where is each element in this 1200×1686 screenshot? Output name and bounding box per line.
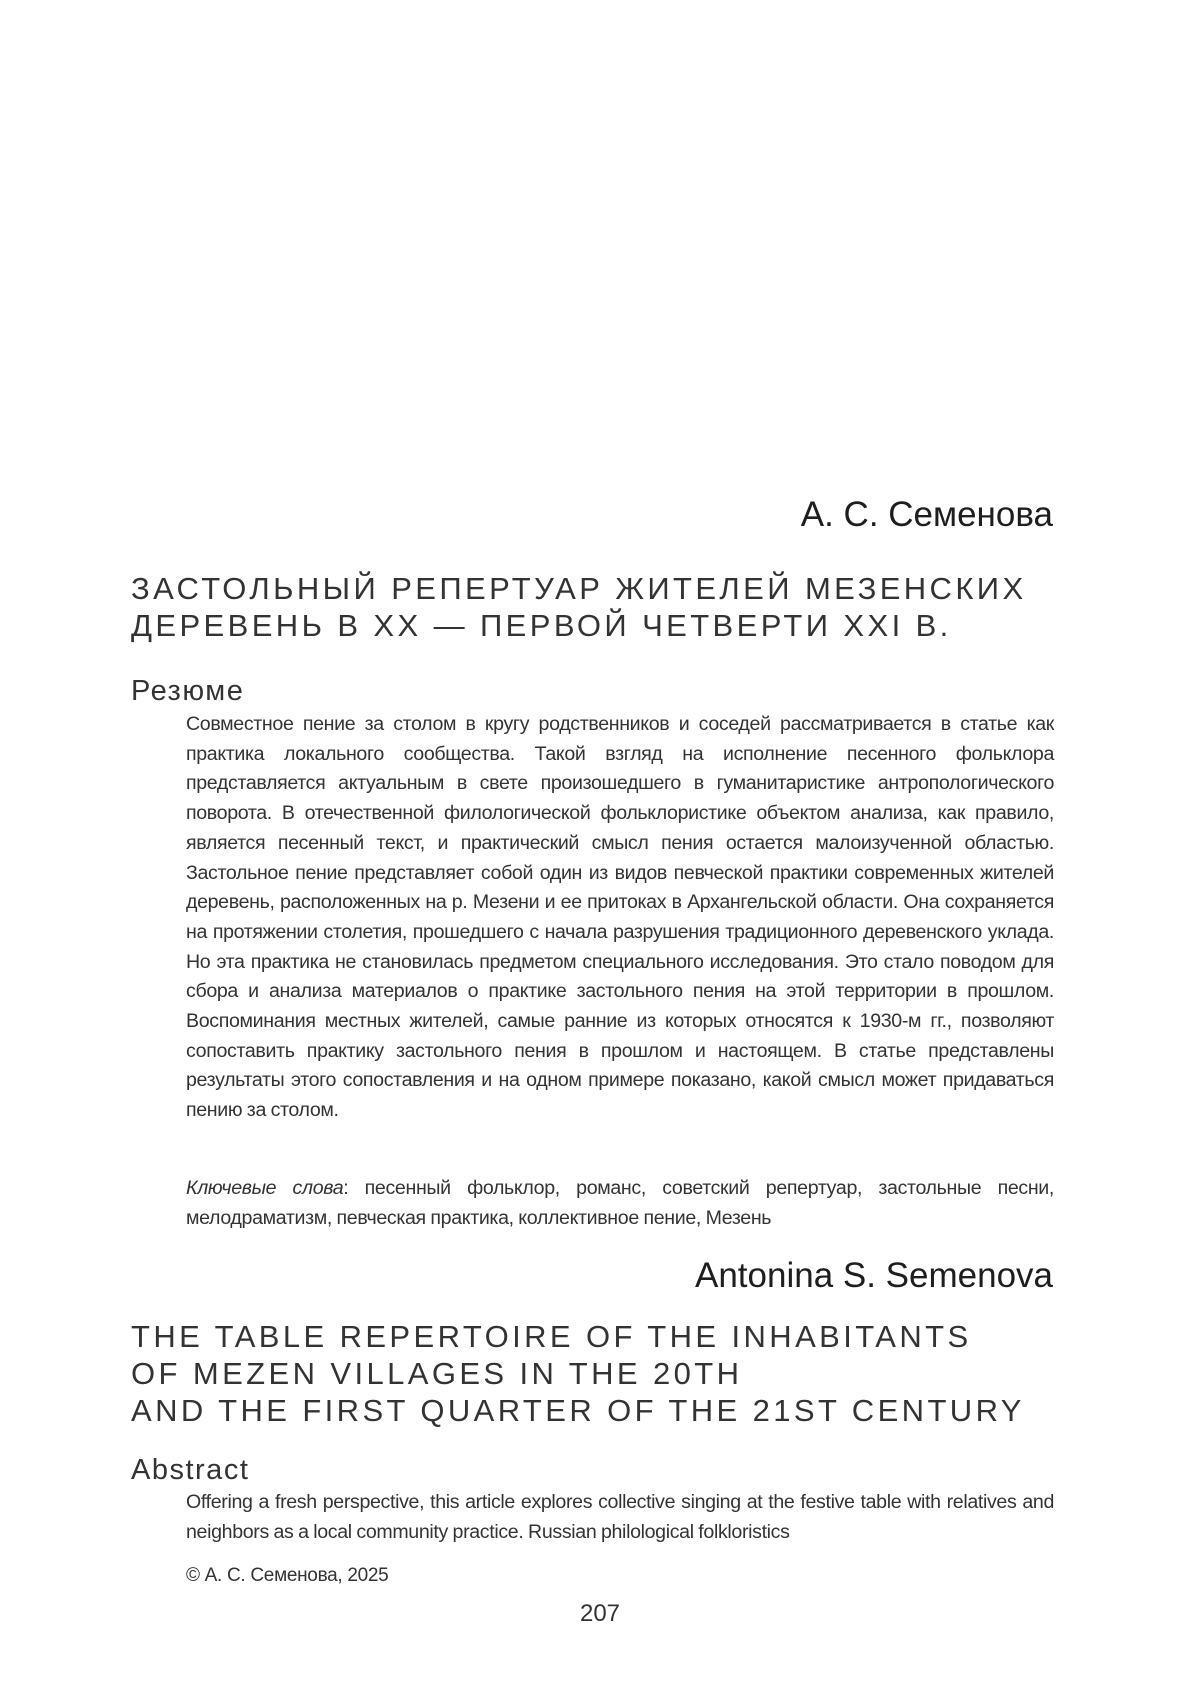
page-number: 207 <box>579 1600 621 1627</box>
abstract-heading: Abstract <box>131 1454 250 1486</box>
title-line: ДЕРЕВЕНЬ В XX — ПЕРВОЙ ЧЕТВЕРТИ XXI В. <box>131 608 952 643</box>
author-name-english: Antonina S. Semenova <box>694 1256 1053 1295</box>
keywords-list: : песенный фольклор, романс, советский репертуар, застольные песни, мелодраматизм, певческая практика, коллективное пение, Мезень <box>186 1177 1054 1229</box>
title-line: OF MEZEN VILLAGES IN THE 20TH <box>131 1356 743 1391</box>
article-title-russian <box>131 570 1071 644</box>
title-line: ЗАСТОЛЬНЫЙ РЕПЕРТУАР ЖИТЕЛЕЙ МЕЗЕНСКИХ <box>131 571 1027 606</box>
resume-heading: Резюме <box>131 675 245 707</box>
keywords-label: Ключевые слова <box>186 1177 344 1199</box>
resume-paragraph: Совместное пение за столом в кругу родственников и соседей рассматривается в статье как практика локального сообщества. Такой взгляд на исполнение песенного фольклора представляется актуальным в свете произошедшего в гуманитаристике антропологического поворота. В отечественной филологической фольклористике объектом анализа, как правило, является песенный текст, и практический смысл пения остается малоизученной областью. Застольное пение представляет собой один из видов певческой практики современных жителей деревень, расположенных на р. Мезени и ее притоках в Архангельской области. Она сохраняется на протяжении столетия, прошедшего с начала разрушения традиционного деревенского уклада. Но эта практика не становилась предметом специального исследования. Это стало поводом для сбора и анализа материалов о практике застольного пения на этой территории в прошлом. Воспоминания местных жителей, самые ранние из которых относятся к 1930-м гг., позволяют сопоставить практику застольного пения в прошлом и настоящем. В статье представлены результаты этого сопоставления и на одном примере показано, какой смысл может придаваться пению за столом. <box>186 713 1054 1122</box>
article-title-english <box>131 1318 1071 1429</box>
abstract-paragraph: Offering a fresh perspective, this article explores collective singing at the festive table with relatives and neighbors as a local community practice. Russian philological folkloristics <box>186 1491 1054 1543</box>
author-name-russian: А. С. Семенова <box>800 495 1053 534</box>
keywords-paragraph <box>186 1174 1054 1233</box>
title-line: THE TABLE REPERTOIRE OF THE INHABITANTS <box>131 1319 972 1354</box>
title-line: AND THE FIRST QUARTER OF THE 21ST CENTURY <box>131 1393 1025 1428</box>
copyright-notice: © А. С. Семенова, 2025 <box>186 1565 389 1586</box>
